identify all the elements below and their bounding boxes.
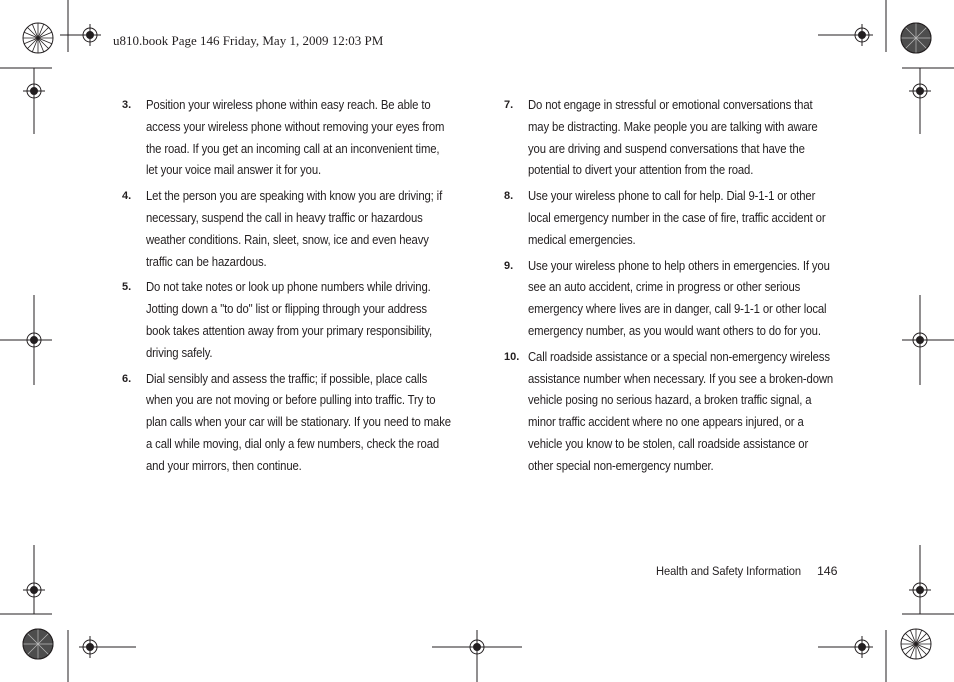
right-column [500, 95, 840, 482]
registration-mark-icon [466, 636, 488, 658]
list-item [500, 95, 840, 182]
list-item [500, 347, 840, 478]
list-item [500, 186, 840, 251]
star-target-icon [23, 629, 53, 659]
list-item [500, 256, 840, 343]
item-number: 10. [504, 350, 520, 363]
registration-mark-icon [851, 636, 873, 658]
registration-mark-icon [909, 579, 931, 601]
registration-mark-icon [909, 80, 931, 102]
left-column [118, 95, 451, 482]
registration-mark-icon [79, 24, 101, 46]
list-item [118, 95, 445, 182]
registration-mark-icon [909, 329, 931, 351]
book-info-header: u810.book Page 146 Friday, May 1, 2009 12:03 PM [113, 33, 384, 48]
item-text: Position your wireless phone within easy reach. Be able to access your wireless phone without removing your eyes from the road. If you get an incoming call at an inconvenient time, let your voice mail answer it for you. [146, 98, 445, 178]
registration-mark-icon [23, 80, 45, 102]
item-number: 9. [504, 259, 514, 272]
registration-mark-icon [79, 636, 101, 658]
item-text: Do not take notes or look up phone numbers while driving. Jotting down a "to do" list or flipping through your address book takes attention away from your primary responsibility, driving safely. [146, 280, 433, 360]
item-number: 5. [122, 281, 132, 294]
item-text: Dial sensibly and assess the traffic; if possible, place calls when you are not moving or before pulling into traffic. Try to plan calls when your car will be stationary. If you need to make a call while moving, dial only a few numbers, check the road and your mirrors, then continue. [146, 371, 451, 473]
item-text: Do not engage in stressful or emotional conversations that may be distracting. Make people you are talking with aware you are driving and suspend conversations that have the potential to divert your attention from the road. [528, 98, 818, 178]
item-text: Use your wireless phone to help others in emergencies. If you see an auto accident, crime in progress or other serious emergency where lives are in danger, call 9-1-1 or other local emergency number, as you would want others to do for you. [528, 258, 830, 338]
list-item [118, 186, 443, 273]
item-number: 7. [504, 99, 514, 111]
item-text: Let the person you are speaking with know you are driving; if necessary, suspend the call in heavy traffic or hazardous weather conditions. Rain, sleet, snow, ice and even heavy traffic can be hazardous. [146, 189, 443, 269]
item-number: 8. [504, 190, 514, 203]
page-footer [656, 564, 838, 578]
item-number: 4. [122, 190, 132, 203]
list-item [118, 277, 433, 364]
registration-mark-icon [851, 24, 873, 46]
star-target-icon [23, 23, 53, 53]
list-item [118, 369, 451, 478]
item-number: 3. [122, 99, 132, 111]
star-target-icon [901, 23, 931, 53]
page-number: 146 [817, 564, 838, 578]
item-text: Use your wireless phone to call for help. Dial 9-1-1 or other local emergency number in the case of fire, traffic accident or medical emergencies. [528, 189, 826, 247]
item-number: 6. [122, 372, 132, 385]
item-text: Call roadside assistance or a special non-emergency wireless assistance number when necessary. If you see a broken-down vehicle posing no serious hazard, a broken traffic signal, a minor traffic accident where no one appears injured, or a vehicle you know to be stolen, call roadside assistance or other special non-emergency number. [528, 349, 834, 473]
star-target-icon [901, 629, 931, 659]
footer-section-title: Health and Safety Information [656, 564, 801, 578]
registration-mark-icon [23, 329, 45, 351]
registration-mark-icon [23, 579, 45, 601]
